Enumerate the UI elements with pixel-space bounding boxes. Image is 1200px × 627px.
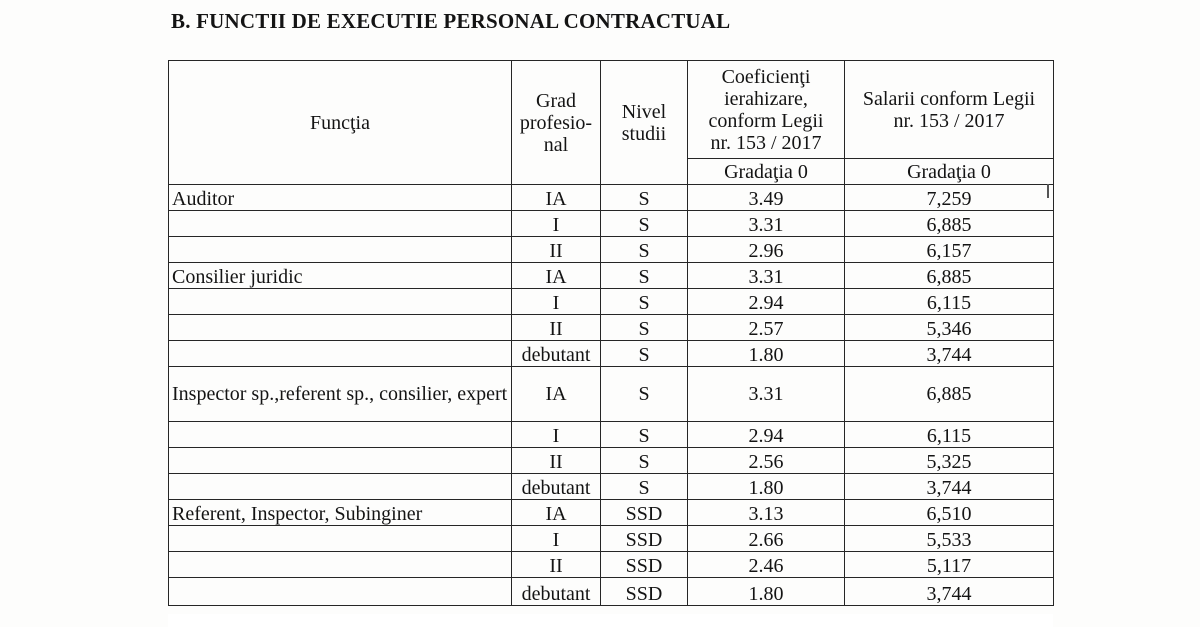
cell-nivel: S (601, 237, 688, 263)
cell-coef: 3.31 (688, 367, 845, 422)
cell-grad: II (512, 448, 601, 474)
header-grad-line: Grad (536, 89, 576, 112)
cell-functia (169, 526, 512, 552)
salary-table (168, 60, 1054, 606)
table-row (169, 500, 1054, 526)
cell-salariu: 6,510 (845, 500, 1054, 526)
cell-functia (169, 237, 512, 263)
header-coeficienti (688, 61, 845, 159)
header-coef-line: Coeficienţi (721, 65, 811, 88)
cell-nivel: S (601, 315, 688, 341)
table-row (169, 448, 1054, 474)
cell-nivel: S (601, 367, 688, 422)
cell-functia (169, 289, 512, 315)
cell-grad: debutant (512, 578, 601, 606)
cell-coef: 2.94 (688, 289, 845, 315)
scan-mark (1047, 184, 1049, 198)
header-coef-line: nr. 153 / 2017 (710, 131, 822, 154)
header-functia-label: Funcţia (310, 111, 370, 134)
cell-salariu: 6,885 (845, 211, 1054, 237)
cell-grad: IA (512, 185, 601, 211)
cell-functia (169, 578, 512, 606)
cell-functia (169, 341, 512, 367)
cell-salariu: 6,115 (845, 289, 1054, 315)
cell-nivel: S (601, 448, 688, 474)
cell-grad: IA (512, 500, 601, 526)
header-coef-line: conform Legii (708, 109, 824, 132)
cell-salariu: 6,157 (845, 237, 1054, 263)
header-nivel-line: Nivel (621, 100, 667, 123)
cell-functia (169, 422, 512, 448)
cell-nivel: SSD (601, 500, 688, 526)
cell-coef: 3.31 (688, 211, 845, 237)
cell-functia (169, 315, 512, 341)
cell-grad: I (512, 526, 601, 552)
cell-coef: 3.13 (688, 500, 845, 526)
cell-nivel: S (601, 289, 688, 315)
cell-salariu: 3,744 (845, 578, 1054, 606)
cell-salariu: 5,346 (845, 315, 1054, 341)
table-row (169, 474, 1054, 500)
header-grad-line: nal (543, 133, 569, 156)
cell-nivel: S (601, 422, 688, 448)
cell-grad: II (512, 315, 601, 341)
cell-salariu: 6,115 (845, 422, 1054, 448)
header-salarii-gradatia: Gradaţia 0 (845, 159, 1054, 185)
table-row (169, 526, 1054, 552)
table-row (169, 315, 1054, 341)
cell-grad: I (512, 211, 601, 237)
cell-nivel: S (601, 474, 688, 500)
header-nivel (601, 61, 688, 185)
cell-salariu: 5,117 (845, 552, 1054, 578)
cell-grad: II (512, 552, 601, 578)
cell-coef: 1.80 (688, 341, 845, 367)
cell-nivel: S (601, 185, 688, 211)
cell-functia: Auditor (169, 185, 512, 211)
header-grad (512, 61, 601, 185)
table-row (169, 237, 1054, 263)
cell-grad: debutant (512, 341, 601, 367)
cell-functia (169, 448, 512, 474)
cell-grad: I (512, 289, 601, 315)
header-grad-line: profesio- (519, 111, 593, 134)
cell-coef: 2.56 (688, 448, 845, 474)
cell-nivel: SSD (601, 526, 688, 552)
cell-coef: 3.31 (688, 263, 845, 289)
table-row (169, 341, 1054, 367)
header-coef-gradatia: Gradaţia 0 (688, 159, 845, 185)
cell-grad: II (512, 237, 601, 263)
table-row (169, 367, 1054, 422)
cell-coef: 2.96 (688, 237, 845, 263)
page-crop-edge (168, 614, 1053, 627)
cell-nivel: SSD (601, 552, 688, 578)
cell-coef: 3.49 (688, 185, 845, 211)
table-row (169, 578, 1054, 606)
cell-salariu: 5,325 (845, 448, 1054, 474)
cell-grad: debutant (512, 474, 601, 500)
cell-nivel: SSD (601, 578, 688, 606)
cell-coef: 2.46 (688, 552, 845, 578)
table-row (169, 263, 1054, 289)
cell-nivel: S (601, 211, 688, 237)
cell-grad: IA (512, 263, 601, 289)
cell-coef: 2.66 (688, 526, 845, 552)
table-row (169, 552, 1054, 578)
cell-nivel: S (601, 263, 688, 289)
cell-salariu: 5,533 (845, 526, 1054, 552)
table-row (169, 211, 1054, 237)
cell-functia (169, 474, 512, 500)
header-nivel-line: studii (621, 122, 667, 145)
cell-grad: I (512, 422, 601, 448)
cell-functia (169, 552, 512, 578)
cell-salariu: 3,744 (845, 341, 1054, 367)
cell-salariu: 6,885 (845, 263, 1054, 289)
cell-functia (169, 211, 512, 237)
table-row (169, 185, 1054, 211)
table-row (169, 289, 1054, 315)
cell-grad: IA (512, 367, 601, 422)
cell-functia: Consilier juridic (169, 263, 512, 289)
header-salarii-line: Salarii conform Legii (862, 87, 1036, 110)
header-salarii-line: nr. 153 / 2017 (893, 109, 1005, 132)
cell-functia: Referent, Inspector, Subinginer (169, 500, 512, 526)
header-coef-line: ierahizare, (724, 87, 808, 110)
cell-coef: 2.57 (688, 315, 845, 341)
cell-salariu: 3,744 (845, 474, 1054, 500)
cell-functia: Inspector sp.,referent sp., consilier, expert (169, 367, 512, 422)
cell-salariu: 6,885 (845, 367, 1054, 422)
cell-salariu: 7,259 (845, 185, 1054, 211)
cell-coef: 1.80 (688, 474, 845, 500)
table-row (169, 422, 1054, 448)
cell-coef: 2.94 (688, 422, 845, 448)
cell-nivel: S (601, 341, 688, 367)
header-salarii (845, 61, 1054, 159)
section-title: B. FUNCTII DE EXECUTIE PERSONAL CONTRACTUAL (171, 9, 731, 33)
header-functia (169, 61, 512, 185)
cell-coef: 1.80 (688, 578, 845, 606)
